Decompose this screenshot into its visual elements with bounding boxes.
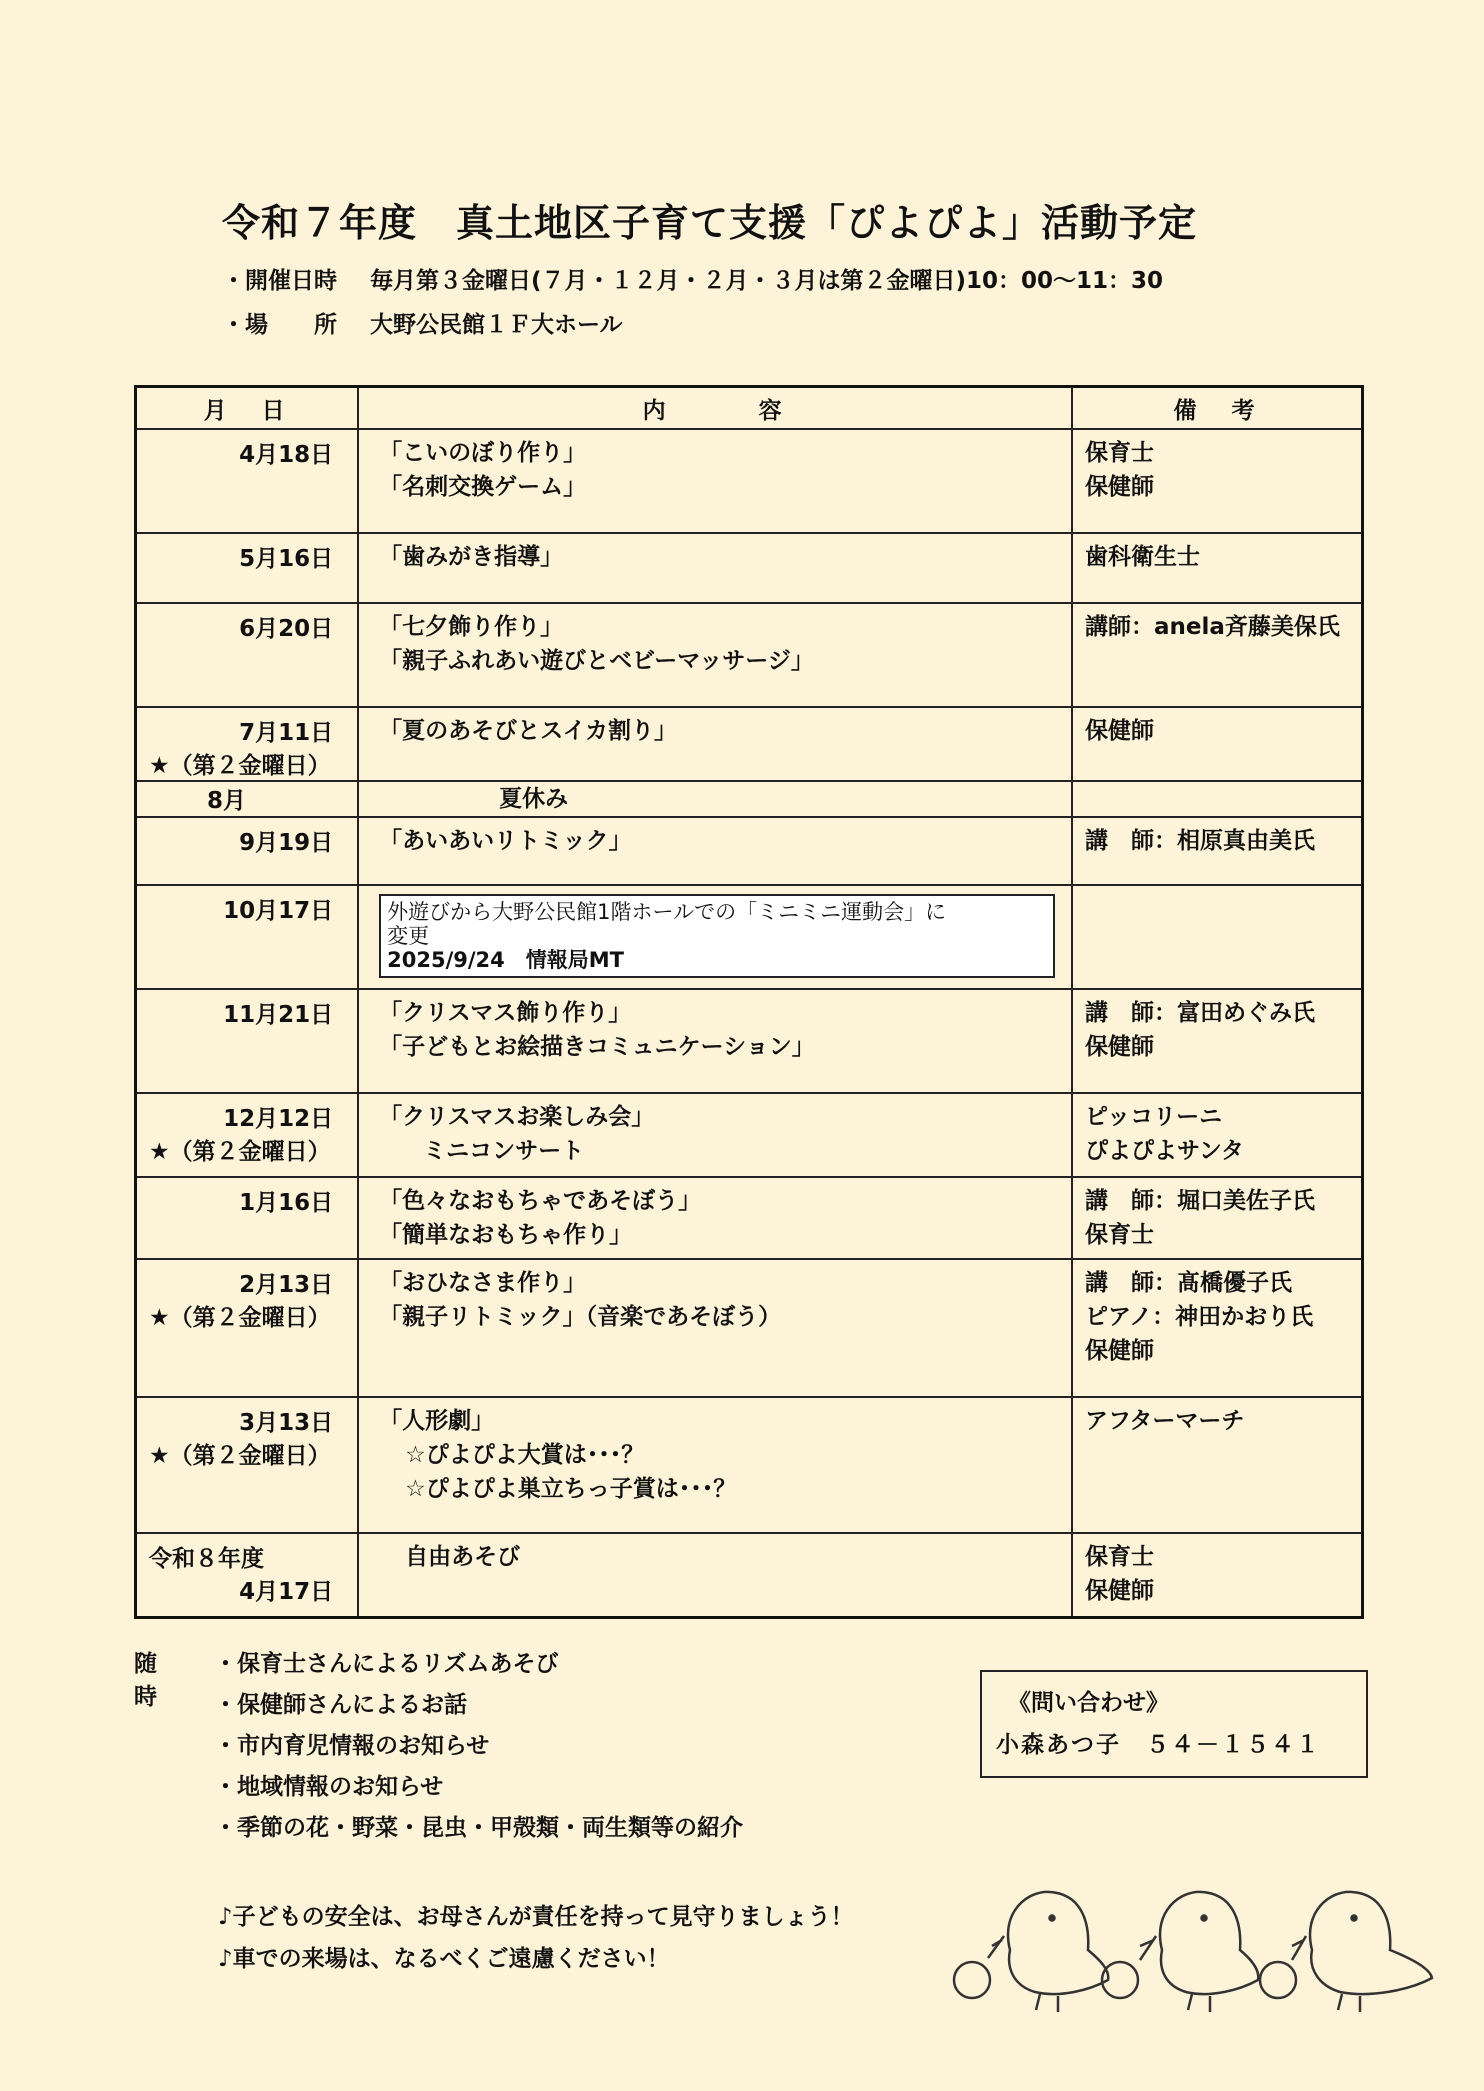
date-cell	[136, 1533, 359, 1617]
notice-line: 変更	[387, 924, 430, 948]
table-row	[136, 989, 1363, 1093]
content-line: 「人形劇」	[379, 1408, 495, 1434]
date-text: 3月13日	[239, 1410, 334, 1436]
content-cell	[358, 1533, 1072, 1617]
notes-cell	[1072, 429, 1363, 533]
date-cell	[136, 1093, 359, 1177]
notice-date-line: 2025/9/24 情報局MT	[387, 948, 624, 972]
parking-note: ♪車での来場は、なるべくご遠慮ください！	[218, 1946, 670, 1972]
note-line: ぴよぴよサンタ	[1085, 1138, 1244, 1164]
ball-shape	[954, 1962, 990, 1998]
table-row	[136, 533, 1363, 603]
date-text: 2月13日	[239, 1272, 334, 1298]
note-line: ピアノ：神田かおり氏	[1085, 1304, 1314, 1330]
date-cell	[136, 603, 359, 707]
note-line: アフターマーチ	[1085, 1408, 1245, 1434]
schedule-table	[134, 385, 1364, 1619]
date-text: 7月11日	[239, 720, 334, 746]
notes-cell	[1072, 1397, 1363, 1533]
content-line: 「夏のあそびとスイカ割り」	[379, 718, 677, 744]
date-text: 10月17日	[223, 898, 334, 924]
table-row	[136, 1093, 1363, 1177]
header-date: 月 日	[136, 387, 359, 430]
date-cell	[136, 1259, 359, 1397]
content-line: 自由あそび	[405, 1544, 521, 1570]
note-line: 講 師：髙橋優子氏	[1085, 1270, 1292, 1296]
notes-cell	[1072, 1177, 1363, 1259]
content-cell	[358, 1177, 1072, 1259]
table-row	[136, 707, 1363, 781]
content-cell	[358, 533, 1072, 603]
date-cell	[136, 533, 359, 603]
notes-cell	[1072, 989, 1363, 1093]
chick-illustration	[940, 1880, 1460, 2030]
datetime-value: 毎月第３金曜日(７月・１２月・２月・３月は第２金曜日)10：00～11：30	[370, 268, 1164, 294]
date-cell	[136, 885, 359, 989]
second-friday-label: ★（第２金曜日）	[149, 1139, 331, 1165]
place-value: 大野公民館１Ｆ大ホール	[370, 312, 623, 338]
content-cell	[358, 707, 1072, 781]
table-row	[136, 603, 1363, 707]
info-place	[222, 306, 623, 339]
second-friday-label: ★（第２金曜日）	[149, 1305, 331, 1331]
content-line: 「色々なおもちゃであそぼう」	[379, 1188, 702, 1214]
table-row	[136, 781, 1363, 817]
notes-cell	[1072, 885, 1363, 989]
list-item: ・季節の花・野菜・昆虫・甲殻類・両生類等の紹介	[214, 1815, 743, 1841]
next-year-label: 令和８年度	[149, 1546, 264, 1572]
ball-shape	[1260, 1962, 1296, 1998]
content-line: 「簡単なおもちゃ作り」	[379, 1222, 633, 1248]
table-row	[136, 817, 1363, 885]
note-line: 保育士	[1085, 1544, 1154, 1570]
content-line: ミニコンサート	[423, 1138, 585, 1164]
second-friday-label: ★（第２金曜日）	[149, 753, 331, 779]
note-line: 講 師：富田めぐみ氏	[1085, 1000, 1315, 1026]
content-line: 「子どもとお絵描きコミュニケーション」	[379, 1034, 815, 1060]
content-line: 「名刺交換ゲーム」	[379, 474, 587, 500]
header-notes: 備 考	[1072, 387, 1363, 430]
note-line: 保健師	[1085, 718, 1154, 744]
date-cell	[136, 817, 359, 885]
note-line: 保健師	[1085, 1578, 1154, 1604]
date-cell	[136, 781, 359, 817]
note-line: 保健師	[1085, 1034, 1154, 1060]
content-line: 「クリスマスお楽しみ会」	[379, 1104, 655, 1130]
notes-cell	[1072, 603, 1363, 707]
chick-shape	[1292, 1892, 1432, 2012]
second-friday-label: ★（第２金曜日）	[149, 1443, 331, 1469]
date-text: 1月16日	[239, 1190, 334, 1216]
note-line: 講師：anela斉藤美保氏	[1085, 614, 1340, 640]
content-line: 「親子リトミック」（音楽であそぼう）	[379, 1304, 782, 1330]
contact-line: 小森あつ子 ５４－１５４１	[996, 1732, 1321, 1758]
table-header-row	[136, 387, 1363, 430]
notes-cell	[1072, 1259, 1363, 1397]
date-text: 11月21日	[223, 1002, 334, 1028]
content-cell	[358, 429, 1072, 533]
notes-cell	[1072, 707, 1363, 781]
notes-cell	[1072, 1533, 1363, 1617]
content-cell	[358, 989, 1072, 1093]
contact-box	[980, 1670, 1368, 1778]
notes-cell	[1072, 1093, 1363, 1177]
content-cell	[358, 817, 1072, 885]
note-line: 講 師：堀口美佐子氏	[1085, 1188, 1315, 1214]
table-row	[136, 1259, 1363, 1397]
note-line: 保健師	[1085, 474, 1154, 500]
date-cell	[136, 1177, 359, 1259]
header-content: 内 容	[358, 387, 1072, 430]
note-line: 保育士	[1085, 1222, 1154, 1248]
date-cell	[136, 707, 359, 781]
page-title: 令和７年度 真土地区子育て支援「ぴよぴよ」活動予定	[222, 201, 1198, 245]
date-cell	[136, 1397, 359, 1533]
date-text: 6月20日	[239, 616, 334, 642]
content-line: 夏休み	[499, 786, 569, 812]
note-line: 講 師：相原真由美氏	[1085, 828, 1315, 854]
change-notice-box	[379, 894, 1055, 978]
date-text: 9月19日	[239, 830, 334, 856]
note-line: ピッコリーニ	[1085, 1104, 1223, 1130]
notice-line: 外遊びから大野公民館1階ホールでの「ミニミニ運動会」に	[387, 900, 947, 924]
date-text: 8月	[207, 788, 247, 814]
notes-cell	[1072, 533, 1363, 603]
list-item: ・保育士さんによるリズムあそび	[214, 1651, 559, 1677]
content-line: 「おひなさま作り」	[379, 1270, 587, 1296]
content-line: 「歯みがき指導」	[379, 544, 564, 570]
chick-shape	[988, 1892, 1108, 2012]
notes-cell	[1072, 817, 1363, 885]
content-cell	[358, 885, 1072, 989]
note-line: 歯科衛生士	[1085, 544, 1200, 570]
content-line: ☆ぴよぴよ大賞は･･･？	[405, 1442, 645, 1468]
ondemand-list	[214, 1645, 914, 1850]
date-text: 5月16日	[239, 546, 334, 572]
datetime-label: ・開催日時	[222, 268, 337, 294]
content-line: 「七夕飾り作り」	[379, 614, 564, 640]
content-cell	[358, 1397, 1072, 1533]
content-cell	[358, 781, 1072, 817]
table-row	[136, 429, 1363, 533]
table-row	[136, 1533, 1363, 1617]
notes-cell	[1072, 781, 1363, 817]
info-datetime	[222, 262, 1163, 295]
table-row	[136, 885, 1363, 989]
content-cell	[358, 603, 1072, 707]
contact-title: 《問い合わせ》	[1008, 1690, 1169, 1716]
date-text: 4月17日	[239, 1579, 334, 1605]
place-label: ・場 所	[222, 312, 337, 338]
content-line: 「あいあいリトミック」	[379, 828, 632, 854]
ondemand-label: 随時	[134, 1651, 157, 1710]
content-line: 「クリスマス飾り作り」	[379, 1000, 632, 1026]
note-line: 保育士	[1085, 440, 1154, 466]
chick-shape	[1140, 1892, 1258, 2012]
note-line: 保健師	[1085, 1338, 1154, 1364]
list-item: ・保健師さんによるお話	[214, 1692, 467, 1718]
date-text: 4月18日	[239, 442, 334, 468]
content-cell	[358, 1259, 1072, 1397]
date-cell	[136, 429, 359, 533]
date-text: 12月12日	[223, 1106, 334, 1132]
content-line: ☆ぴよぴよ巣立ちっ子賞は･･･？	[405, 1476, 737, 1502]
content-cell	[358, 1093, 1072, 1177]
table-row	[136, 1397, 1363, 1533]
content-line: 「親子ふれあい遊びとベビーマッサージ」	[379, 648, 814, 674]
safety-note: ♪子どもの安全は、お母さんが責任を持って見守りましょう！	[218, 1904, 854, 1930]
date-cell	[136, 989, 359, 1093]
list-item: ・地域情報のお知らせ	[214, 1774, 444, 1800]
table-row	[136, 1177, 1363, 1259]
list-item: ・市内育児情報のお知らせ	[214, 1733, 490, 1759]
content-line: 「こいのぼり作り」	[379, 440, 587, 466]
